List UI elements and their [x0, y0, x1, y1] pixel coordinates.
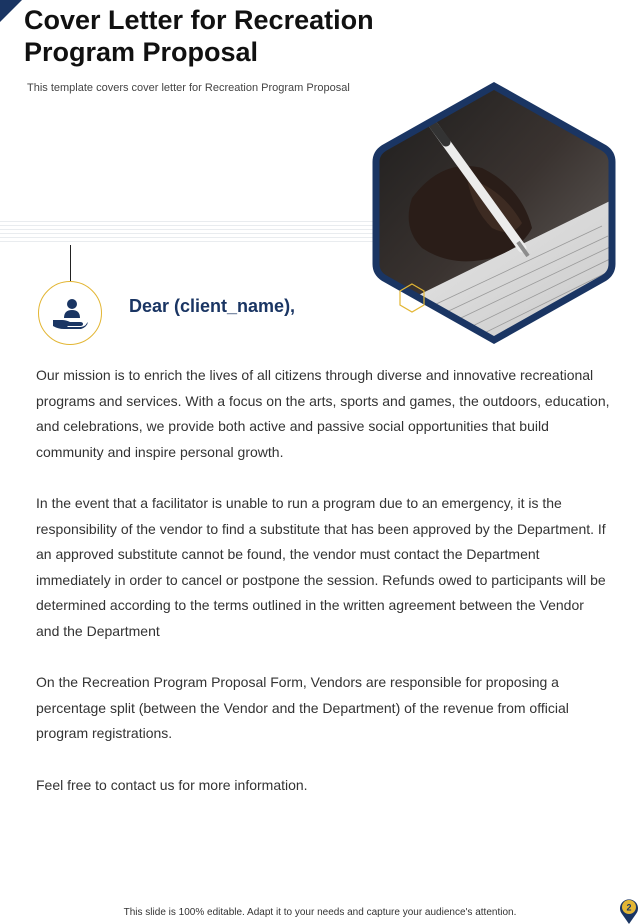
letter-paragraph-mission: Our mission is to enrich the lives of all citizens through diverse and innovative recreational programs and services. With a focus on the arts, sports and games, the outdoors, education, and celebrations, we provide both active and passive social opportunities that build community and inspire personal growth. [36, 367, 610, 460]
corner-accent [0, 0, 22, 22]
footer-note: This slide is 100% editable. Adapt it to your needs and capture your audience's attention. [123, 907, 517, 918]
page-number: 2 [626, 902, 632, 913]
connector-line [70, 245, 71, 281]
page-title: Cover Letter for Recreation Program Proposal [24, 5, 374, 67]
letter-salutation: Dear (client_name), [129, 296, 296, 316]
letter-body [36, 363, 610, 824]
letter-paragraph-revenue: On the Recreation Program Proposal Form, Vendors are responsible for proposing a percentage split (between the Vendor and the Department) of the revenue from official program registrations. [36, 674, 569, 741]
page-number-badge [618, 897, 640, 924]
signing-document-photo [372, 78, 616, 348]
decorative-stripes [0, 221, 380, 243]
letter-paragraph-facilitator: In the event that a facilitator is unable to run a program due to an emergency, it is the responsibility of the vendor to find a substitute that has been approved by the Department. If an approved substitute cannot be found, the vendor must contact the Department immediately in order to cancel or postpone the session. Refunds owed to participants will be determined according to the terms outlined in the written agreement between the Vendor and the Department [36, 495, 606, 639]
hand-holding-person-icon [38, 281, 102, 345]
page-subtitle: This template covers cover letter for Recreation Program Proposal [27, 82, 350, 94]
letter-paragraph-contact: Feel free to contact us for more information. [36, 776, 308, 793]
